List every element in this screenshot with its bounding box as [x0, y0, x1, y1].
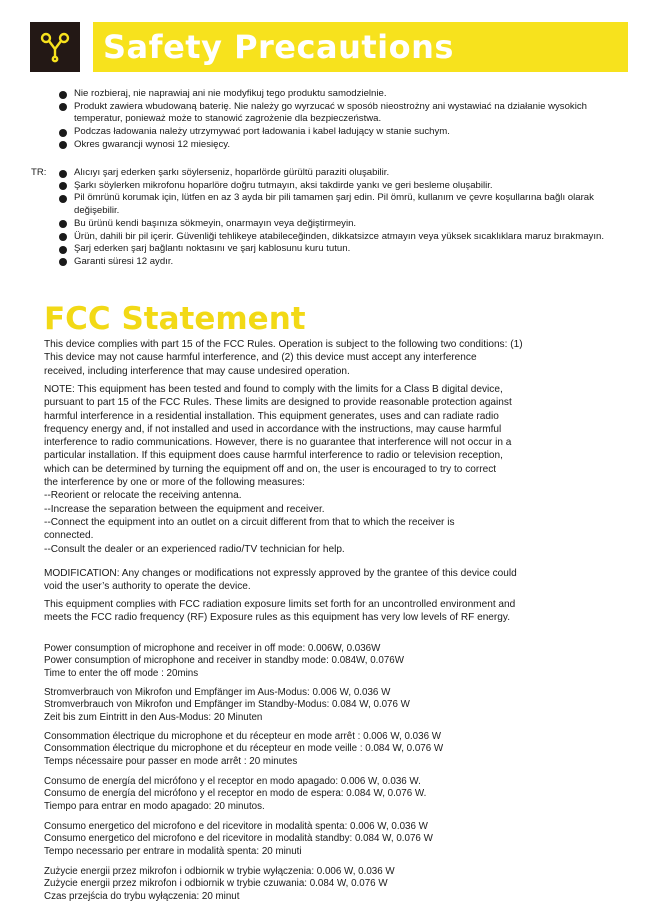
- fcc-rf-exposure-paragraph: [44, 598, 624, 625]
- text-line: received, including interference that may cause undesired operation.: [44, 365, 350, 377]
- text-line: Zużycie energii przez mikrofon i odbiornik w trybie czuwania: 0.084 W, 0.076 W: [44, 878, 388, 890]
- text-line: MODIFICATION: Any changes or modifications not expressly approved by the grantee of this device could: [44, 568, 517, 579]
- list-item: Şarkı söylerken mikrofonu hoparlöre doğru tutmayın, aksi takdirde yankı ve geri besleme oluşabilir.: [58, 180, 638, 193]
- text-line: Temps nécessaire pour passer en mode arrêt : 20 minutes: [44, 755, 298, 767]
- text-line: Consommation électrique du microphone et du récepteur en mode arrêt : 0.006 W, 0.036 W: [44, 731, 441, 742]
- list-item: Alıcıyı şarj ederken şarkı söylerseniz, hoparlörde gürültü paraziti oluşabilir.: [58, 167, 638, 180]
- power-polish: [44, 866, 624, 903]
- text-line: Tempo necessario per entrare in modalità spenta: 20 minuti: [44, 845, 302, 857]
- text-line: Consumo de energía del micrófono y el receptor en modo de espera: 0.084 W, 0.076 W.: [44, 788, 427, 800]
- title-banner: [93, 22, 628, 72]
- text-line: Consumo energetico del microfono e del ricevitore in modalità standby: 0.084 W, 0.076 W: [44, 833, 433, 845]
- list-item: Podczas ładowania należy utrzymywać port ładowania i kabel ładujący w stanie suchym.: [58, 126, 638, 139]
- text-line: particular installation. If this equipment does cause harmful interference to radio or television reception,: [44, 450, 503, 462]
- text-line: interference to radio communications. However, there is no guarantee that interference will not occur in a: [44, 437, 512, 449]
- fcc-modification-paragraph: [44, 567, 624, 594]
- text-line: void the user’s authority to operate the device.: [44, 581, 251, 593]
- text-line: Zeit bis zum Eintritt in den Aus-Modus: 20 Minuten: [44, 711, 263, 723]
- header: [30, 22, 628, 72]
- fcc-note-paragraph: [44, 383, 624, 556]
- text-line: Time to enter the off mode : 20mins: [44, 667, 199, 679]
- page-title: Safety Precautions: [103, 28, 454, 66]
- power-spanish: [44, 776, 624, 813]
- text-line: This device may not cause harmful interference, and (2) this device must accept any interference: [44, 352, 477, 364]
- text-line: pursuant to part 15 of the FCC Rules. These limits are designed to provide reasonable protection against: [44, 397, 512, 409]
- list-item: Nie rozbieraj, nie naprawiaj ani nie modyfikuj tego produktu samodzielnie.: [58, 88, 638, 101]
- text-line: frequency energy and, if not installed and used in accordance with the instructions, may cause harmful: [44, 423, 502, 435]
- list-item: Produkt zawiera wbudowaną baterię. Nie należy go wyrzucać w sposób nieostrożny ani wystawiać na działanie wysokich temperatur, ponieważ może to stanowić zagrożenie dla bezpieczeństwa.: [58, 101, 638, 126]
- polish-safety-list: [58, 88, 638, 152]
- text-line: Consumo energetico del microfono e del ricevitore in modalità spenta: 0.006 W, 0.036 W: [44, 821, 428, 832]
- language-label: TR:: [31, 167, 47, 178]
- fcc-heading: FCC Statement: [44, 301, 306, 337]
- text-line: --Reorient or relocate the receiving antenna.: [44, 490, 242, 502]
- text-line: Power consumption of microphone and receiver in standby mode: 0.084W, 0.076W: [44, 655, 404, 667]
- text-line: Tiempo para entrar en modo apagado: 20 minutos.: [44, 800, 265, 812]
- text-line: which can be determined by turning the equipment off and on, the user is encouraged to try to correct: [44, 463, 497, 475]
- power-french: [44, 731, 624, 768]
- fcc-compliance-paragraph: [44, 338, 624, 378]
- list-item: Garanti süresi 12 aydır.: [58, 256, 638, 269]
- list-item: Bu ürünü kendi başınıza sökmeyin, onarmayın veya değiştirmeyin.: [58, 218, 638, 231]
- text-line: NOTE: This equipment has been tested and found to comply with the limits for a Class B digital device,: [44, 384, 503, 395]
- text-line: --Connect the equipment into an outlet on a circuit different from that to which the receiver is: [44, 516, 455, 528]
- text-line: connected.: [44, 530, 94, 542]
- list-item: Okres gwarancji wynosi 12 miesięcy.: [58, 139, 638, 152]
- turkish-safety-list: [58, 167, 638, 269]
- text-line: harmful interference in a residential installation. This equipment generates, uses and can radiate radio: [44, 410, 499, 422]
- text-line: --Increase the separation between the equipment and receiver.: [44, 503, 325, 515]
- logo: [30, 22, 80, 72]
- text-line: --Consult the dealer or an experienced radio/TV technician for help.: [44, 543, 345, 555]
- text-line: Stromverbrauch von Mikrofon und Empfänger im Standby-Modus: 0.084 W, 0.076 W: [44, 699, 410, 711]
- text-line: Zużycie energii przez mikrofon i odbiornik w trybie wyłączenia: 0.006 W, 0.036 W: [44, 866, 395, 877]
- text-line: Consumo de energía del micrófono y el receptor en modo apagado: 0.006 W, 0.036 W.: [44, 776, 421, 787]
- text-line: the interference by one or more of the following measures:: [44, 477, 305, 489]
- yellow-knot-icon: [38, 30, 72, 64]
- text-line: Power consumption of microphone and receiver in off mode: 0.006W, 0.036W: [44, 643, 381, 654]
- list-item: Pil ömrünü korumak için, lütfen en az 3 ayda bir pili tamamen şarj edin. Pil ömrü, kullanım ve çevre koşullarına bağlı olarak değişebilir.: [58, 192, 638, 217]
- list-item: Şarj ederken şarj bağlantı noktasını ve şarj kablosunu kuru tutun.: [58, 243, 638, 256]
- text-line: This device complies with part 15 of the FCC Rules. Operation is subject to the following two conditions: (1): [44, 339, 523, 350]
- text-line: This equipment complies with FCC radiation exposure limits set forth for an uncontrolled environment and: [44, 599, 516, 610]
- list-item: Ürün, dahili bir pil içerir. Güvenliği tehlikeye atabileceğinden, dikkatsizce atmayın veya yüksek sıcaklıklara maruz bırakmayın.: [58, 231, 638, 244]
- power-german: [44, 687, 624, 724]
- text-line: Czas przejścia do trybu wyłączenia: 20 minut: [44, 890, 240, 902]
- power-italian: [44, 821, 624, 858]
- power-english: [44, 643, 624, 680]
- text-line: Consommation électrique du microphone et du récepteur en mode veille : 0.084 W, 0.076 W: [44, 743, 444, 755]
- text-line: Stromverbrauch von Mikrofon und Empfänger im Aus-Modus: 0.006 W, 0.036 W: [44, 687, 391, 698]
- text-line: meets the FCC radio frequency (RF) Exposure rules as this equipment has very low levels of RF energy.: [44, 612, 510, 624]
